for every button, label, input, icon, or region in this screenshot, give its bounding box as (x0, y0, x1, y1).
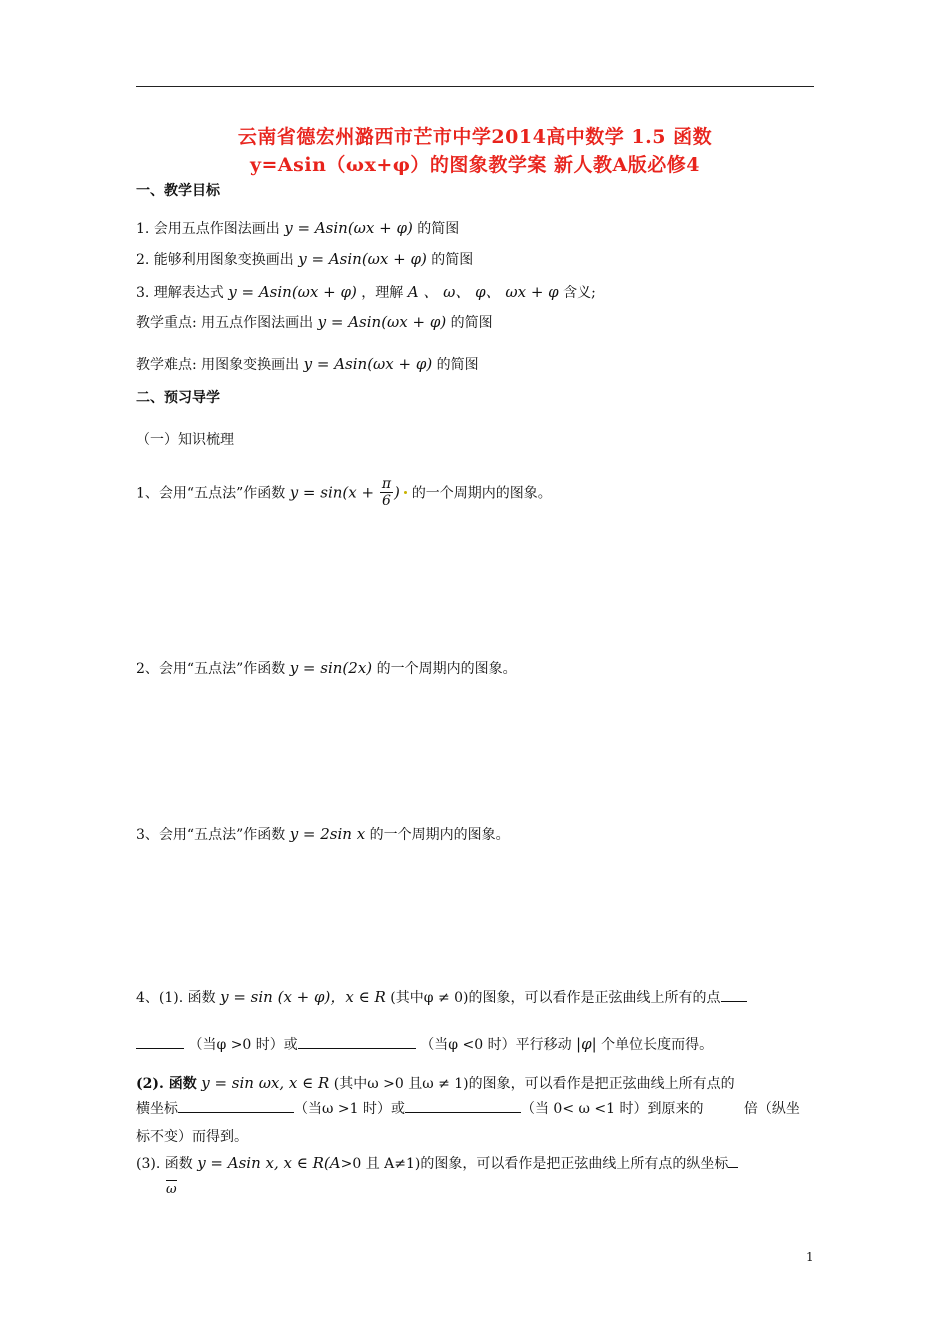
subsection-knowledge: （一）知识梳理 (136, 432, 234, 448)
question-4-2-line2: 横坐标 （当ω >1 时）或 （当 0< ω <1 时）到原来的 倍（纵坐 (136, 1098, 800, 1118)
doc-title-line2: y=Asin（ωx+φ）的图象教学案 新人教A版必修4 (249, 154, 701, 176)
page-number: 1 (806, 1250, 814, 1264)
fill-blank[interactable] (728, 1153, 738, 1168)
question-4-2-line3: 标不变）而得到。 (136, 1129, 248, 1145)
section2-heading: 二、预习导学 (136, 390, 220, 406)
fill-blank[interactable] (136, 1034, 184, 1049)
question-4-1-line2: （当φ >0 时）或 （当φ <0 时）平行移动 |φ| 个单位长度而得。 (136, 1034, 713, 1054)
question-4-2-line1: (2). 函数 y = sin ωx, x ∈ R (其中ω >0 且ω ≠ 1)的图象，可以看作是把正弦曲线上所有点的 (136, 1074, 735, 1092)
fill-blank[interactable] (721, 987, 747, 1002)
question-1: 1、会用“五点法”作函数 y = sin(x + $\frac{\pi}{6}$ ) 的一个周期内的图象。 (136, 476, 552, 509)
question-3: 3、会用“五点法”作函数 y = 2sin x 的一个周期内的图象。 (136, 825, 510, 843)
teaching-key-point: 教学重点: 用五点作图法画出 y = Asin(ωx + φ) 的简图 (136, 313, 493, 331)
doc-title-line1: 云南省德宏州潞西市芒市中学2014高中数学 1.5 函数 (237, 126, 713, 148)
question-4-3-line1: (3). 函数 y = Asin x, x ∈ R(A>0 且 A≠1)的图象，可以看作是把正弦曲线上所有点的纵坐标 (136, 1153, 738, 1173)
objective-1: 1. 会用五点作图法画出 y = Asin(ωx + φ) 的简图 (136, 219, 460, 237)
marker-dot-icon (404, 491, 407, 494)
fill-blank[interactable] (178, 1098, 294, 1113)
header-rule (136, 86, 814, 87)
fraction-pi-over-6: $\frac{\pi}{6}$ (381, 476, 392, 509)
omega-fragment: ω (166, 1182, 177, 1197)
question-4-1-line1: 4、(1). 函数 y = sin (x + φ)，x ∈ R (其中φ ≠ 0)的图象，可以看作是正弦曲线上所有的点 (136, 986, 747, 1007)
objective-3: 3. 理解表达式 y = Asin(ωx + φ) ，理解 A 、 ω、 φ、 ωx + φ 含义; (136, 283, 596, 301)
objective-2: 2. 能够利用图象变换画出 y = Asin(ωx + φ) 的简图 (136, 250, 474, 268)
fill-blank[interactable] (405, 1098, 521, 1113)
question-2: 2、会用“五点法”作函数 y = sin(2x) 的一个周期内的图象。 (136, 659, 517, 677)
section1-heading: 一、教学目标 (136, 183, 220, 199)
teaching-difficult-point: 教学难点: 用图象变换画出 y = Asin(ωx + φ) 的简图 (136, 355, 479, 373)
fill-blank[interactable] (298, 1034, 416, 1049)
